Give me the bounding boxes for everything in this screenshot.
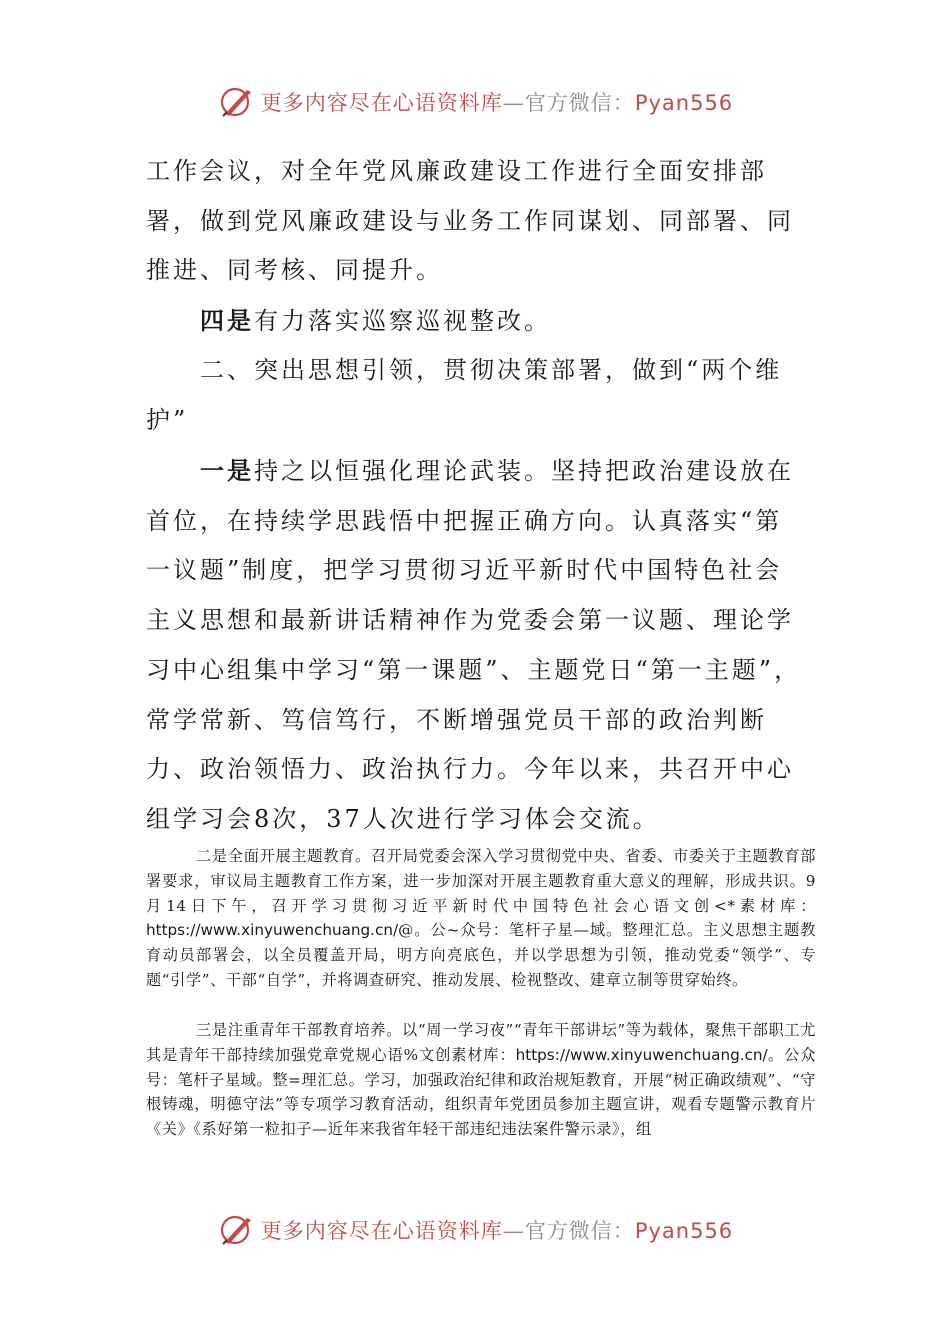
lead-phrase: 四是 xyxy=(200,306,254,335)
banner-text: 更多内容尽在心语资料库—官方微信：Pyan556 xyxy=(260,1219,734,1243)
paragraph-continued: 工作会议，对全年党风廉政建设工作进行全面安排部署，做到党风廉政建设与业务工作同谋划、同部署、同推进、同考核、同提升。 xyxy=(146,157,794,285)
paragraph-point-two: 二是全面开展主题教育。召开局党委会深入学习贯彻党中央、省委、市委关于主题教育部署要求，审议局主题教育工作方案，进一步加深对开展主题教育重大意义的理解，形成共识。9月14日下午，召开学习贯彻习近平新时代中国特色社会心语文创<*素材库：https://www.xinyuwenchuang.cn/@。公~众号：笔杆子星—域。整理汇总。主义思想主题教育动员部署会，以全员覆盖开局，明方向亮底色，并以学思想为引领，推动党委“领学”、专题“引学”、干部“自学”，并将调查研究、推动发展、检视整改、建章立制等贯穿始终。 xyxy=(146,847,816,989)
quill-logo-icon xyxy=(217,1210,257,1250)
paragraph-point-one: 一是持之以恒强化理论武装。坚持把政治建设放在首位，在持续学思践悟中把握正确方向。认真落实“第一议题”制度，把学习贯彻习近平新时代中国特色社会主义思想和最新讲话精神作为党委会第一议题、理论学习中心组集中学习“第一课题”、主题党日“第一主题”，常学常新、笃信笃行，不断增强党员干部的政治判断力、政治领悟力、政治执行力。今年以来，共召开中心组学习会8次，37人次进行学习体会交流。 xyxy=(146,456,802,833)
header-banner xyxy=(0,82,950,122)
section-heading-two: 二、突出思想引领，贯彻决策部署，做到“两个维护” xyxy=(146,356,783,434)
paragraph-point-four: 四是有力落实巡察巡视整改。 xyxy=(200,306,551,335)
lead-phrase: 一是 xyxy=(200,456,254,485)
banner-text: 更多内容尽在心语资料库—官方微信：Pyan556 xyxy=(260,91,734,115)
website-link: https://www.xinyuwenchuang.cn/ xyxy=(515,1045,768,1064)
website-link: https://www.xinyuwenchuang.cn/ xyxy=(146,921,399,940)
quill-logo-icon xyxy=(217,82,257,122)
footer-banner xyxy=(0,1210,950,1250)
paragraph-point-three: 三是注重青年干部教育培养。以“周一学习夜”“青年干部讲坛”等为载体，聚焦干部职工尤其是青年干部持续加强党章党规心语%文创素材库：https://www.xinyuwenchuang.cn/。公众号：笔杆子星域。整=理汇总。学习，加强政治纪律和政治规矩教育，开展“树正确政绩观”、“守根铸魂，明德守法”等专项学习教育活动，组织青年党团员参加主题宣讲，观看专题警示教育片《关》《系好第一粒扣子—近年来我省年轻干部违纪违法案件警示录》，组 xyxy=(146,1021,816,1139)
